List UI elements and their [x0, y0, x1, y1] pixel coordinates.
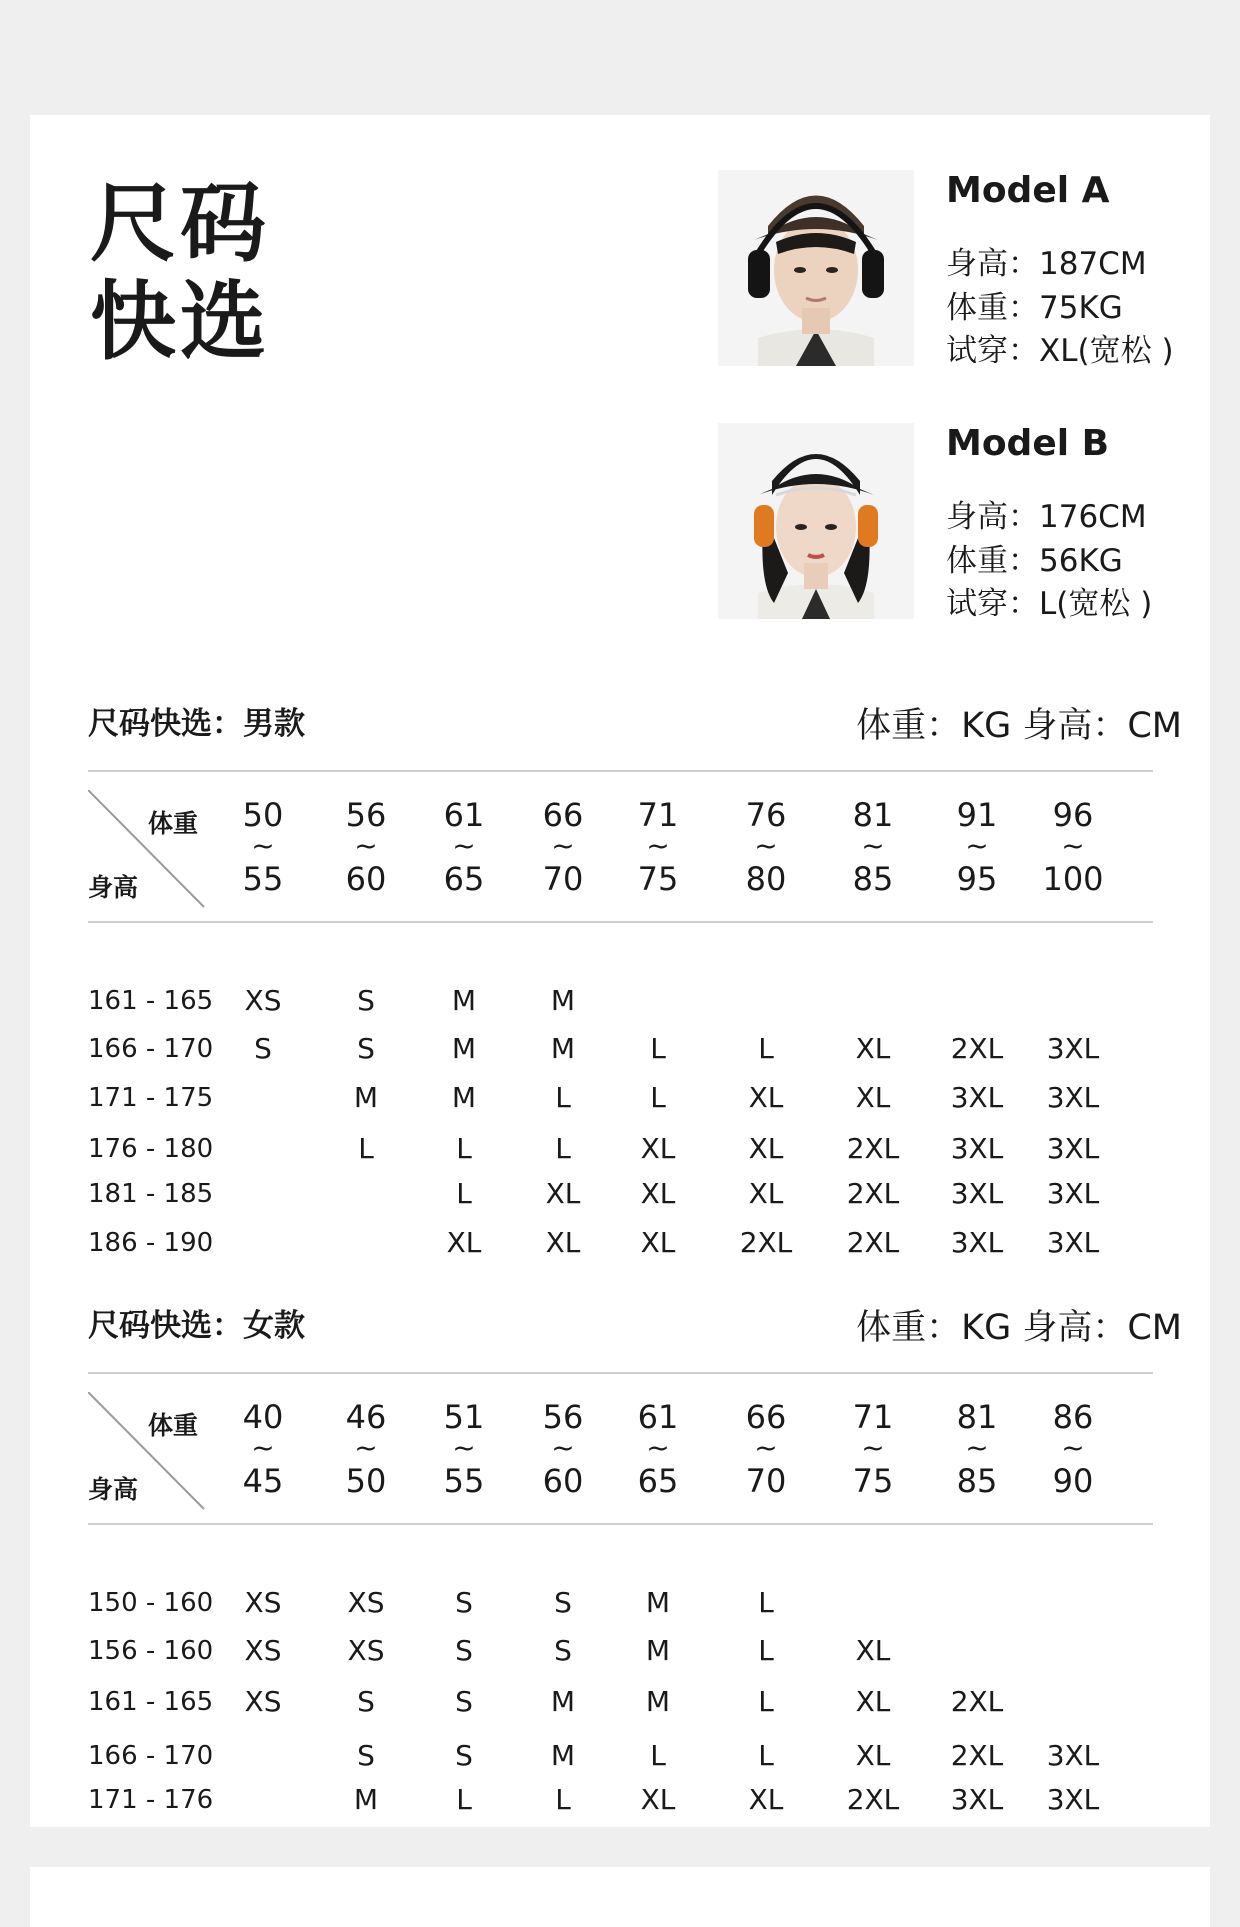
weight-max: 95 — [956, 860, 998, 898]
range-tilde: ~ — [646, 1431, 670, 1464]
height-range-label: 171 - 176 — [88, 1785, 214, 1815]
size-cell: L — [456, 1132, 472, 1165]
size-cell: M — [550, 984, 576, 1017]
size-cell: L — [456, 1783, 472, 1816]
weight-max: 70 — [542, 860, 584, 898]
size-cell: S — [455, 1634, 473, 1667]
table-top-rule — [88, 1372, 1153, 1374]
size-cell: M — [550, 1685, 576, 1718]
weight-min: 56 — [542, 1398, 584, 1436]
weight-max: 65 — [443, 860, 485, 898]
size-cell: XL — [855, 1081, 891, 1114]
weight-min: 81 — [956, 1398, 998, 1436]
size-cell: L — [456, 1177, 472, 1210]
weight-min: 86 — [1052, 1398, 1094, 1436]
size-cell: XL — [748, 1132, 784, 1165]
size-cell: 2XL — [846, 1783, 900, 1816]
size-cell: XS — [347, 1634, 385, 1667]
size-cell: XL — [855, 1032, 891, 1065]
weight-range-header — [223, 1398, 303, 1500]
size-cell: 3XL — [950, 1132, 1004, 1165]
height-range-label: 150 - 160 — [88, 1588, 214, 1618]
size-cell: M — [550, 1739, 576, 1772]
corner-weight-label: 体重 — [148, 1411, 199, 1440]
corner-height-label: 身高 — [88, 873, 139, 902]
model-fit: 试穿：XL(宽松 ) — [946, 333, 1174, 369]
model-a-photo — [718, 170, 914, 366]
size-cell: S — [455, 1739, 473, 1772]
height-range-label: 166 - 170 — [88, 1034, 214, 1064]
weight-max: 90 — [1052, 1462, 1094, 1500]
weight-max: 60 — [542, 1462, 584, 1500]
size-cell: M — [645, 1586, 671, 1619]
weight-max: 50 — [345, 1462, 387, 1500]
weight-range-header — [937, 796, 1017, 898]
weight-range-header — [1033, 796, 1113, 898]
range-tilde: ~ — [965, 1431, 989, 1464]
units-label: 体重：KG 身高：CM — [856, 1308, 1182, 1348]
weight-max: 80 — [745, 860, 787, 898]
size-cell: S — [554, 1634, 572, 1667]
title-line: 尺码 — [90, 174, 270, 274]
height-range-label: 186 - 190 — [88, 1228, 214, 1258]
units-label: 体重：KG 身高：CM — [856, 706, 1182, 746]
size-cell: 2XL — [846, 1226, 900, 1259]
range-tilde: ~ — [452, 829, 476, 862]
range-tilde: ~ — [452, 1431, 476, 1464]
range-tilde: ~ — [1061, 829, 1085, 862]
height-range-label: 171 - 175 — [88, 1083, 214, 1113]
size-cell: 3XL — [1046, 1783, 1100, 1816]
corner-height-label: 身高 — [88, 1475, 139, 1504]
range-tilde: ~ — [251, 829, 275, 862]
weight-max: 55 — [443, 1462, 485, 1500]
size-cell: XL — [545, 1177, 581, 1210]
size-cell: M — [550, 1032, 576, 1065]
size-cell: S — [254, 1032, 272, 1065]
model-weight: 体重：56KG — [946, 543, 1123, 579]
weight-max: 65 — [637, 1462, 679, 1500]
page-title — [90, 175, 270, 371]
size-cell: XL — [748, 1081, 784, 1114]
size-cell: XL — [640, 1132, 676, 1165]
range-tilde: ~ — [861, 829, 885, 862]
weight-range-header — [618, 1398, 698, 1500]
weight-min: 61 — [637, 1398, 679, 1436]
size-cell: XS — [244, 1586, 282, 1619]
size-cell: M — [451, 1081, 477, 1114]
weight-range-header — [523, 1398, 603, 1500]
size-cell: XL — [855, 1634, 891, 1667]
next-card — [30, 1867, 1210, 1927]
model-height: 身高：176CM — [946, 499, 1147, 535]
model-fit: 试穿：L(宽松 ) — [946, 586, 1153, 622]
size-cell: L — [758, 1739, 774, 1772]
range-tilde: ~ — [354, 829, 378, 862]
weight-min: 76 — [745, 796, 787, 834]
weight-min: 71 — [852, 1398, 894, 1436]
weight-min: 66 — [745, 1398, 787, 1436]
model-name: Model A — [946, 170, 1110, 211]
range-tilde: ~ — [551, 829, 575, 862]
weight-max: 85 — [852, 860, 894, 898]
weight-range-header — [326, 1398, 406, 1500]
size-cell: 3XL — [1046, 1177, 1100, 1210]
model-b-photo — [718, 423, 914, 619]
range-tilde: ~ — [861, 1431, 885, 1464]
size-cell: L — [758, 1032, 774, 1065]
size-cell: XL — [748, 1177, 784, 1210]
weight-min: 96 — [1052, 796, 1094, 834]
table-top-rule — [88, 770, 1153, 772]
size-cell: M — [645, 1634, 671, 1667]
size-cell: S — [357, 1685, 375, 1718]
size-cell: XL — [855, 1739, 891, 1772]
weight-max: 70 — [745, 1462, 787, 1500]
table-title: 尺码快选：男款 — [88, 706, 305, 742]
weight-max: 45 — [242, 1462, 284, 1500]
weight-range-header — [726, 1398, 806, 1500]
model-weight: 体重：75KG — [946, 290, 1123, 326]
header-bottom-rule — [88, 1523, 1153, 1525]
range-tilde: ~ — [251, 1431, 275, 1464]
size-cell: XL — [855, 1685, 891, 1718]
weight-range-header — [833, 1398, 913, 1500]
size-cell: 3XL — [950, 1783, 1004, 1816]
size-cell: L — [650, 1032, 666, 1065]
range-tilde: ~ — [754, 1431, 778, 1464]
weight-range-header — [523, 796, 603, 898]
height-range-label: 166 - 170 — [88, 1741, 214, 1771]
weight-min: 71 — [637, 796, 679, 834]
size-cell: S — [554, 1586, 572, 1619]
weight-range-header — [833, 796, 913, 898]
weight-range-header — [1033, 1398, 1113, 1500]
size-cell: XL — [640, 1177, 676, 1210]
size-cell: L — [555, 1081, 571, 1114]
size-cell: XL — [640, 1226, 676, 1259]
range-tilde: ~ — [646, 829, 670, 862]
size-cell: L — [650, 1081, 666, 1114]
weight-min: 50 — [242, 796, 284, 834]
weight-range-header — [937, 1398, 1017, 1500]
height-range-label: 181 - 185 — [88, 1179, 214, 1209]
weight-min: 61 — [443, 796, 485, 834]
header-bottom-rule — [88, 921, 1153, 923]
corner-weight-label: 体重 — [148, 809, 199, 838]
weight-min: 51 — [443, 1398, 485, 1436]
weight-min: 40 — [242, 1398, 284, 1436]
size-cell: 3XL — [1046, 1739, 1100, 1772]
size-cell: XL — [446, 1226, 482, 1259]
weight-min: 46 — [345, 1398, 387, 1436]
size-cell: S — [357, 984, 375, 1017]
model-name: Model B — [946, 423, 1110, 464]
weight-min: 81 — [852, 796, 894, 834]
model-a-card — [718, 170, 1198, 370]
size-cell: 2XL — [950, 1032, 1004, 1065]
size-cell: L — [358, 1132, 374, 1165]
table-header — [88, 698, 1182, 748]
size-cell: 3XL — [950, 1177, 1004, 1210]
size-cell: M — [645, 1685, 671, 1718]
weight-max: 85 — [956, 1462, 998, 1500]
size-cell: 2XL — [950, 1685, 1004, 1718]
size-cell: 2XL — [846, 1132, 900, 1165]
table-title: 尺码快选：女款 — [88, 1308, 305, 1344]
size-cell: S — [455, 1586, 473, 1619]
size-cell: XS — [244, 984, 282, 1017]
size-cell: M — [353, 1081, 379, 1114]
weight-max: 75 — [852, 1462, 894, 1500]
size-cell: XL — [640, 1783, 676, 1816]
size-cell: L — [758, 1685, 774, 1718]
weight-range-header — [424, 796, 504, 898]
title-line: 快选 — [90, 272, 270, 372]
range-tilde: ~ — [1061, 1431, 1085, 1464]
weight-min: 56 — [345, 796, 387, 834]
size-cell: M — [353, 1783, 379, 1816]
weight-range-header — [424, 1398, 504, 1500]
size-cell: L — [758, 1634, 774, 1667]
size-cell: XL — [545, 1226, 581, 1259]
size-cell: 2XL — [950, 1739, 1004, 1772]
weight-min: 91 — [956, 796, 998, 834]
size-cell: 2XL — [739, 1226, 793, 1259]
size-cell: S — [357, 1739, 375, 1772]
size-cell: L — [758, 1586, 774, 1619]
size-cell: L — [650, 1739, 666, 1772]
size-cell: 3XL — [1046, 1132, 1100, 1165]
size-cell: L — [555, 1783, 571, 1816]
size-guide-card — [30, 115, 1210, 1827]
size-cell: XS — [244, 1685, 282, 1718]
range-tilde: ~ — [354, 1431, 378, 1464]
size-cell: XS — [244, 1634, 282, 1667]
table-header — [88, 1300, 1182, 1350]
size-cell: 3XL — [1046, 1032, 1100, 1065]
size-cell: 3XL — [1046, 1226, 1100, 1259]
height-range-label: 176 - 180 — [88, 1134, 214, 1164]
size-cell: 3XL — [950, 1081, 1004, 1114]
size-cell: M — [451, 984, 477, 1017]
size-cell: XS — [347, 1586, 385, 1619]
size-cell: 3XL — [1046, 1081, 1100, 1114]
size-cell: L — [555, 1132, 571, 1165]
height-range-label: 161 - 165 — [88, 986, 214, 1016]
weight-min: 66 — [542, 796, 584, 834]
height-range-label: 161 - 165 — [88, 1687, 214, 1717]
weight-range-header — [618, 796, 698, 898]
weight-range-header — [326, 796, 406, 898]
weight-range-header — [726, 796, 806, 898]
weight-max: 55 — [242, 860, 284, 898]
weight-max: 100 — [1042, 860, 1104, 898]
size-cell: 3XL — [950, 1226, 1004, 1259]
model-height: 身高：187CM — [946, 246, 1147, 282]
weight-max: 60 — [345, 860, 387, 898]
weight-range-header — [223, 796, 303, 898]
range-tilde: ~ — [551, 1431, 575, 1464]
size-cell: S — [357, 1032, 375, 1065]
model-b-card — [718, 423, 1198, 623]
size-cell: XL — [748, 1783, 784, 1816]
height-range-label: 156 - 160 — [88, 1636, 214, 1666]
weight-max: 75 — [637, 860, 679, 898]
size-cell: S — [455, 1685, 473, 1718]
size-cell: M — [451, 1032, 477, 1065]
size-cell: 2XL — [846, 1177, 900, 1210]
range-tilde: ~ — [754, 829, 778, 862]
range-tilde: ~ — [965, 829, 989, 862]
